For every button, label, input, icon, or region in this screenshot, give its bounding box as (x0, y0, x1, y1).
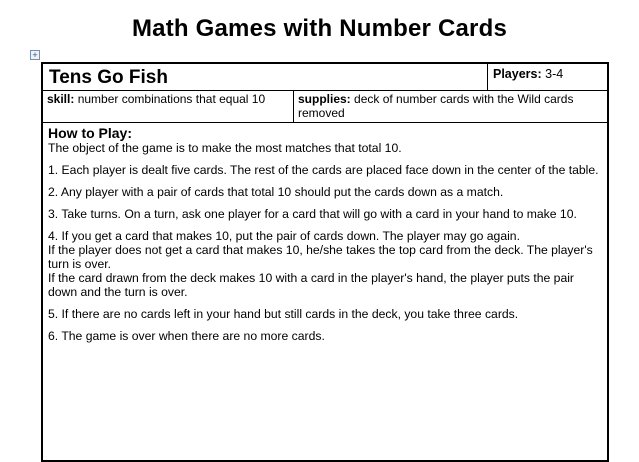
game-table (41, 62, 609, 462)
step-2: 2. Any player with a pair of cards that total 10 should put the cards down as a match. (48, 185, 504, 199)
step-1: 1. Each player is dealt five cards. The rest of the cards are placed face down in the center of the table. (48, 163, 599, 177)
how-to-play-heading: How to Play: (48, 125, 133, 141)
table-info-row (43, 91, 607, 123)
players-label: Players: (493, 67, 542, 81)
supplies-label: supplies: (298, 92, 351, 106)
step-4b: If the player does not get a card that makes 10, he/she takes the top card from the deck. The player's turn is over. (48, 243, 593, 271)
step-5: 5. If there are no cards left in your hand but still cards in the deck, you take three cards. (48, 307, 519, 321)
players-value: 3-4 (545, 67, 564, 81)
how-to-play-cell (43, 123, 607, 353)
skill-cell (43, 91, 294, 122)
table-header-row (43, 64, 607, 91)
supplies-cell (294, 91, 607, 122)
step-4c: If the card drawn from the deck makes 10 with a card in the player's hand, the player puts the pair down and the turn is over. (48, 271, 574, 299)
game-name: Tens Go Fish (43, 64, 488, 90)
page-title: Math Games with Number Cards (131, 15, 507, 42)
intro-text: The object of the game is to make the most matches that total 10. (48, 141, 402, 155)
supplies-value: deck of number cards with the Wild cards removed (298, 92, 574, 120)
step-6: 6. The game is over when there are no more cards. (48, 329, 325, 343)
players-cell (488, 64, 607, 90)
step-4a: 4. If you get a card that makes 10, put the pair of cards down. The player may go again. (48, 229, 520, 243)
move-handle-icon[interactable]: + (30, 50, 40, 60)
skill-label: skill: (47, 92, 75, 106)
skill-value: number combinations that equal 10 (77, 92, 266, 106)
step-3: 3. Take turns. On a turn, ask one player for a card that will go with a card in your hand to make 10. (48, 207, 577, 221)
